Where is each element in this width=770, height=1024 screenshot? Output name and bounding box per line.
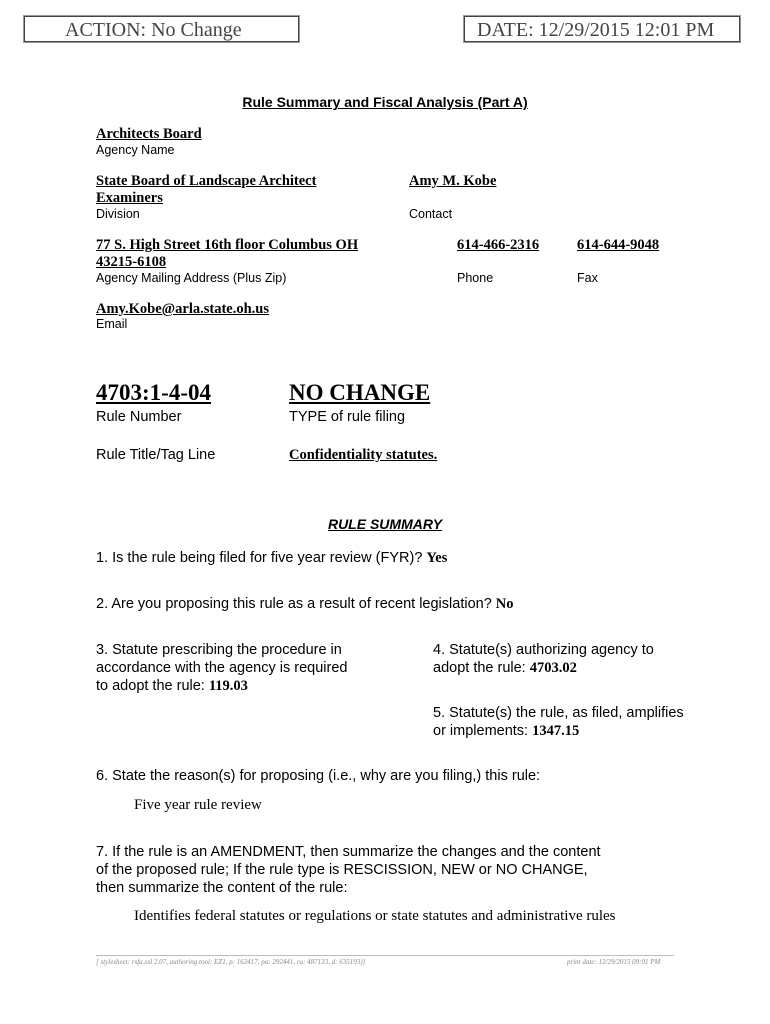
- address-value-line1: 77 S. High Street 16th floor Columbus OH: [96, 237, 359, 253]
- question-1: [96, 549, 447, 567]
- question-3: [96, 641, 396, 695]
- question-5-line2: [433, 722, 753, 740]
- question-2: [96, 595, 514, 613]
- question-7-line1: 7. If the rule is an AMENDMENT, then summarize the changes and the content: [96, 844, 601, 860]
- phone-label: Phone: [457, 271, 494, 285]
- fax-value: 614-644-9048: [577, 237, 660, 253]
- division-value-line1: State Board of Landscape Architect: [96, 173, 317, 189]
- question-4-line2: [433, 659, 733, 677]
- question-7-line3: then summarize the content of the rule:: [96, 880, 348, 896]
- question-7-line2: of the proposed rule; If the rule type is RESCISSION, NEW or NO CHANGE,: [96, 862, 588, 878]
- question-2-text: 2. Are you proposing this rule as a result of recent legislation?: [96, 596, 496, 612]
- contact-value: Amy M. Kobe: [409, 173, 497, 189]
- email-value: Amy.Kobe@arla.state.oh.us: [96, 301, 269, 317]
- division-value-line2: Examiners: [96, 190, 163, 206]
- date-stamp: DATE: 12/29/2015 12:01 PM: [464, 16, 740, 42]
- page-title: Rule Summary and Fiscal Analysis (Part A): [242, 94, 528, 110]
- rule-title-label: Rule Title/Tag Line: [96, 447, 216, 463]
- rule-summary-heading: RULE SUMMARY: [327, 516, 443, 532]
- rule-type-value: NO CHANGE: [289, 380, 431, 405]
- question-6-answer: Five year rule review: [134, 797, 262, 813]
- question-5: [433, 704, 753, 740]
- question-1-answer: Yes: [426, 550, 448, 566]
- question-5-line1: 5. Statute(s) the rule, as filed, amplifies: [433, 705, 684, 721]
- rule-title-value: Confidentiality statutes.: [289, 447, 438, 463]
- phone-value: 614-466-2316: [457, 237, 540, 253]
- rule-type-label: TYPE of rule filing: [289, 409, 406, 425]
- question-3-line3: [96, 677, 396, 695]
- question-4-line1: 4. Statute(s) authorizing agency to: [433, 642, 654, 658]
- question-4: [433, 641, 733, 677]
- footer-print-date: print date: 12/29/2015 09:01 PM: [567, 958, 661, 966]
- agency-name-value: Architects Board: [96, 126, 202, 142]
- contact-label: Contact: [409, 207, 453, 221]
- question-3-answer: 119.03: [208, 678, 248, 694]
- question-5-answer: 1347.15: [532, 723, 580, 739]
- question-4-answer: 4703.02: [529, 660, 577, 676]
- footer-divider: [96, 955, 674, 956]
- question-1-text: 1. Is the rule being filed for five year review (FYR)?: [96, 550, 427, 566]
- question-5-line2-text: or implements:: [433, 723, 533, 739]
- action-stamp: ACTION: No Change: [24, 16, 299, 42]
- email-label: Email: [96, 317, 128, 331]
- question-7-answer: Identifies federal statutes or regulations or state statutes and administrative rules: [134, 908, 616, 924]
- question-3-line3-text: to adopt the rule:: [96, 678, 209, 694]
- question-3-line2: accordance with the agency is required: [96, 660, 348, 676]
- division-label: Division: [96, 207, 140, 221]
- address-label: Agency Mailing Address (Plus Zip): [96, 271, 287, 285]
- question-2-answer: No: [495, 596, 514, 612]
- footer-metadata: [ stylesheet: rsfa.xsl 2.07, authoring tool: EZ1, p: 162417, pa: 292441, ra: 487133, d: 635193)]: [96, 958, 366, 966]
- rule-number-label: Rule Number: [96, 409, 182, 425]
- fax-label: Fax: [577, 271, 598, 285]
- agency-name-label: Agency Name: [96, 143, 175, 157]
- question-3-line1: 3. Statute prescribing the procedure in: [96, 642, 342, 658]
- question-6-text: 6. State the reason(s) for proposing (i.e., why are you filing,) this rule:: [96, 768, 541, 784]
- address-value-line2: 43215-6108: [96, 254, 167, 270]
- rule-number-value: 4703:1-4-04: [96, 380, 211, 405]
- question-4-line2-text: adopt the rule:: [433, 660, 530, 676]
- question-7: [96, 843, 716, 897]
